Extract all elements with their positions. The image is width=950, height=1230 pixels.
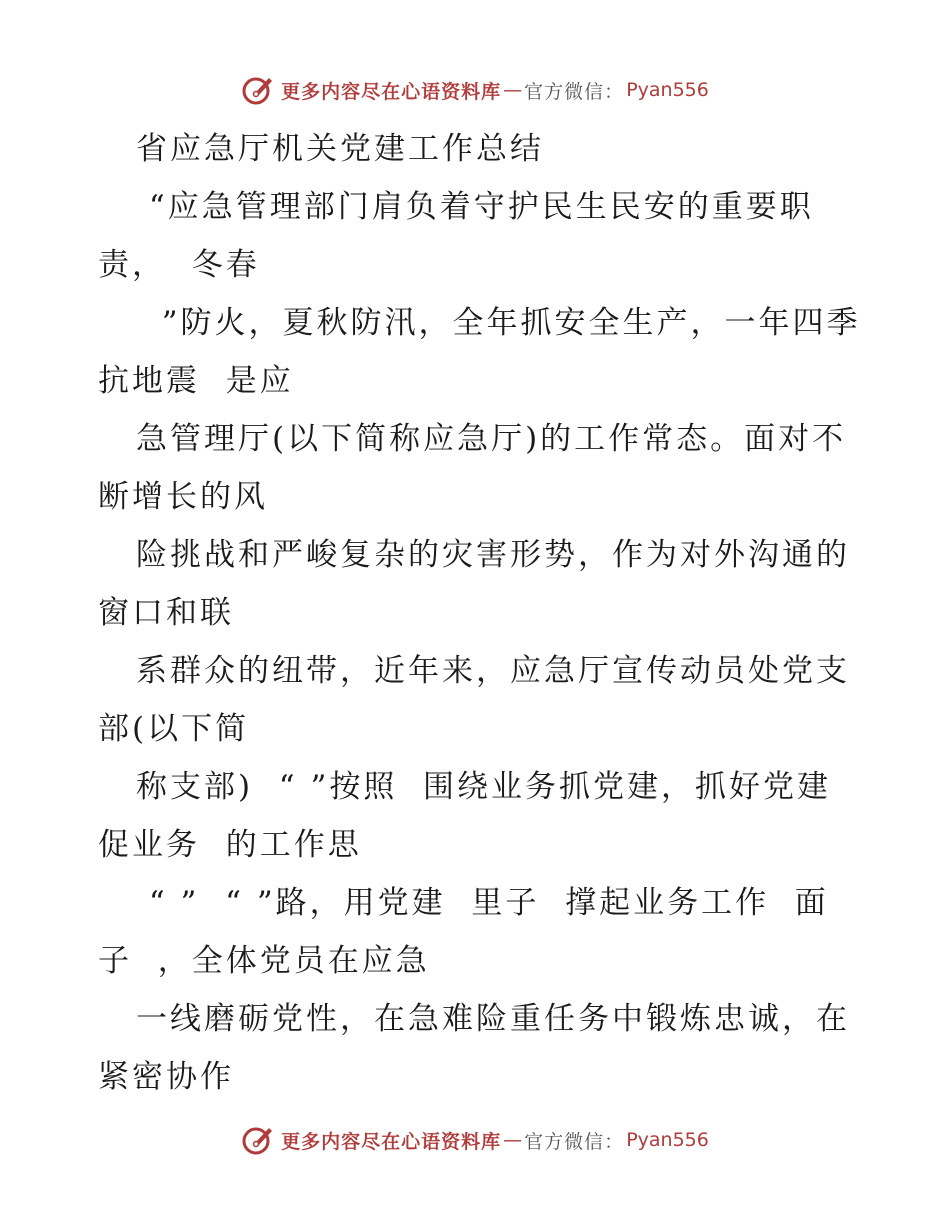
text-line: 称支部) “ ”按照 围绕业务抓党建，抓好党建: [136, 769, 832, 805]
watermark-brand: 更多内容尽在心语资料库: [281, 1130, 502, 1153]
text-line: ”防火，夏秋防汛，全年抓安全生产，一年四季: [136, 305, 861, 341]
text-line: 系群众的纽带，近年来，应急厅宣传动员处党支: [136, 653, 850, 689]
document-title: 省应急厅机关党建工作总结: [136, 131, 544, 167]
watermark-footer: [0, 1120, 950, 1160]
text-line: “ ” “ ”路，用党建 里子 撑起业务工作 面: [136, 885, 829, 921]
pen-nib-circle-icon: [241, 73, 275, 107]
watermark-wechat-id: Pyan556: [626, 1129, 709, 1151]
document-body: [98, 120, 861, 1106]
text-line: 子 ，全体党员在应急: [98, 943, 430, 979]
text-line: 一线磨砺党性，在急难险重任务中锻炼忠诚，在: [136, 1001, 850, 1037]
watermark-official: 官方微信：: [524, 1130, 625, 1153]
text-line: 责， 冬春: [98, 247, 260, 283]
text-line: 窗口和联: [98, 595, 234, 631]
pen-nib-circle-icon: [241, 1123, 275, 1157]
text-line: 促业务 的工作思: [98, 827, 362, 863]
watermark-dash: —: [503, 79, 523, 101]
text-line: 断增长的风: [98, 479, 268, 515]
watermark-header: [0, 70, 950, 110]
watermark-brand: 更多内容尽在心语资料库: [281, 80, 502, 103]
watermark-wechat-id: Pyan556: [626, 79, 709, 101]
text-line: “应急管理部门肩负着守护民生民安的重要职: [136, 189, 814, 225]
text-line: 抗地震 是应: [98, 363, 294, 399]
text-line: 部(以下简: [98, 711, 250, 747]
text-line: 险挑战和严峻复杂的灾害形势，作为对外沟通的: [136, 537, 850, 573]
text-line: 急管理厅(以下简称应急厅)的工作常态。面对不: [136, 421, 847, 457]
watermark-dash: —: [503, 1129, 523, 1151]
text-line: 紧密协作: [98, 1059, 234, 1095]
watermark-official: 官方微信：: [524, 80, 625, 103]
